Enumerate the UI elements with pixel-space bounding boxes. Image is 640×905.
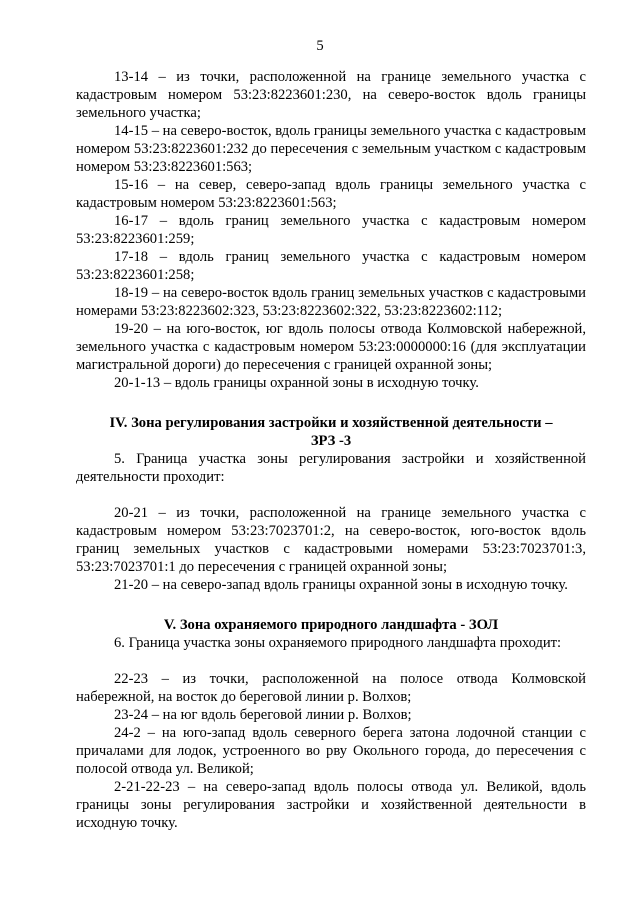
boundary-item-23-24: 23-24 – на юг вдоль береговой линии р. Волхов; [114,707,412,723]
page-number: 5 [316,38,324,54]
document-body [76,68,586,832]
boundary-item-20-1-13: 20-1-13 – вдоль границы охранной зоны в исходную точку. [114,375,479,391]
boundary-item-2-21-22-23: 2-21-22-23 – на северо-запад вдоль полосы отвода ул. Великой, вдоль границы зоны регулирования застройки и хозяйственной деятельности в исходную точку. [76,779,586,831]
boundary-item-20-21: 20-21 – из точки, расположенной на границе земельного участка с кадастровым номером 53:23:7023701:2, на северо-восток, юго-восток вдоль границ земельных участков с кадастровыми номерами 53:23:7023701:3, 53:23:7023701:1 до пересечения с границей охранной зоны; [76,505,586,575]
section-iv-heading-code: ЗРЗ -3 [310,433,352,449]
boundary-item-18-19: 18-19 – на северо-восток вдоль границ земельных участков с кадастровыми номерами 53:23:8223602:323, 53:23:8223602:322, 53:23:8223602:112; [76,285,586,319]
boundary-item-16-17: 16-17 – вдоль границ земельного участка с кадастровым номером 53:23:8223601:259; [76,213,586,247]
boundary-item-14-15: 14-15 – на северо-восток, вдоль границы земельного участка с кадастровым номером 53:23:8223601:232 до пересечения с земельным участком с кадастровым номером 53:23:8223601:563; [76,123,586,175]
boundary-item-19-20: 19-20 – на юго-восток, юг вдоль полосы отвода Колмовской набережной, земельного участка с кадастровым номером 53:23:0000000:16 (для эксплуатации магистральной дороги) до пересечения с границей охранной зоны; [76,321,586,373]
boundary-item-17-18: 17-18 – вдоль границ земельного участка с кадастровым номером 53:23:8223601:258; [76,249,586,283]
boundary-item-15-16: 15-16 – на север, северо-запад вдоль границы земельного участка с кадастровым номером 53:23:8223601:563; [76,177,586,211]
section-v-heading: V. Зона охраняемого природного ландшафта - ЗОЛ [163,617,499,633]
boundary-item-13-14: 13-14 – из точки, расположенной на границе земельного участка с кадастровым номером 53:23:8223601:230, на северо-восток вдоль границы земельного участка; [76,69,586,121]
section-iv-intro: 5. Граница участка зоны регулирования застройки и хозяйственной деятельности проходит: [76,451,586,485]
section-iv-heading: IV. Зона регулирования застройки и хозяйственной деятельности – [109,415,553,431]
boundary-item-21-20: 21-20 – на северо-запад вдоль границы охранной зоны в исходную точку. [114,577,568,593]
section-v-intro: 6. Граница участка зоны охраняемого природного ландшафта проходит: [114,635,562,651]
boundary-item-22-23: 22-23 – из точки, расположенной на полосе отвода Колмовской набережной, на восток до береговой линии р. Волхов; [76,671,586,705]
boundary-item-24-2: 24-2 – на юго-запад вдоль северного берега затона лодочной станции с причалами для лодок, устроенного во рву Окольного города, до пересечения с полосой отвода ул. Великой; [76,725,586,777]
